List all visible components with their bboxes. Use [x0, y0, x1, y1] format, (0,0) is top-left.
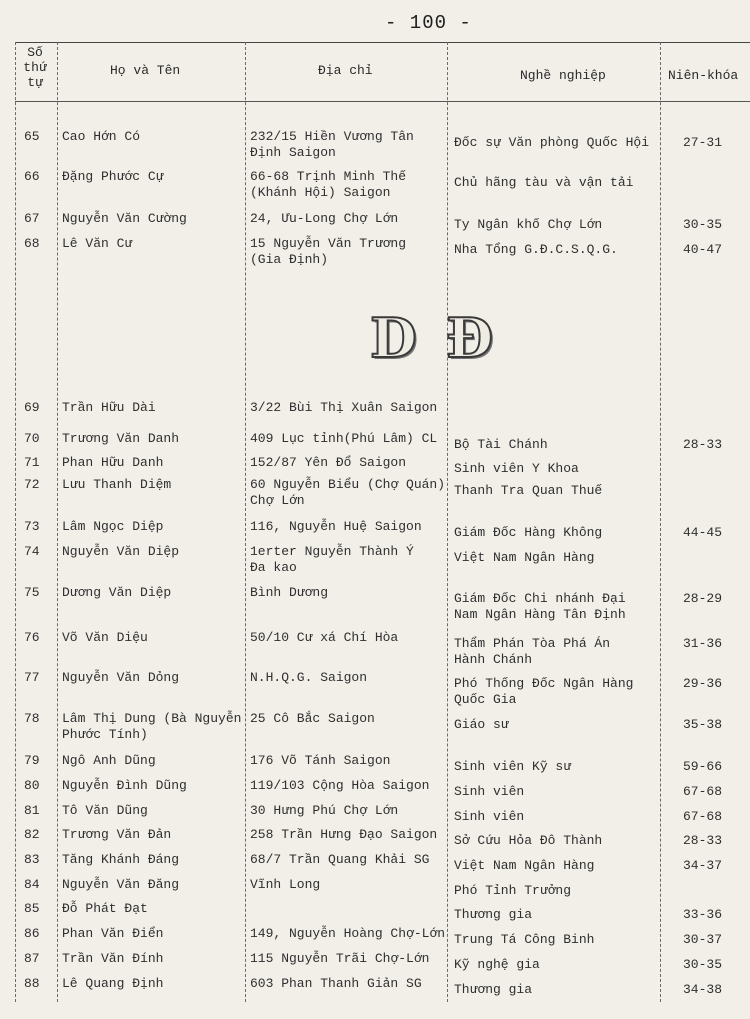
- member-name: Lê Quang Định: [62, 976, 164, 991]
- member-address: (Gia Định): [250, 252, 329, 267]
- section-letter-d: D: [370, 306, 417, 370]
- member-address: 25 Cô Bắc Saigon: [250, 711, 375, 726]
- header-address: Địa chỉ: [318, 63, 373, 78]
- header-occupation: Nghề nghiệp: [520, 68, 606, 83]
- member-years: 28-29: [683, 591, 723, 606]
- row-number: 79: [24, 753, 40, 768]
- member-occupation: Việt Nam Ngân Hàng: [454, 858, 595, 873]
- member-address: Định Saigon: [250, 145, 336, 160]
- member-years: 59-66: [683, 759, 723, 774]
- member-address: 60 Nguyễn Biểu (Chợ Quán): [250, 477, 446, 492]
- header-number-line: tự: [27, 75, 43, 90]
- member-name: Trần Hữu Dài: [62, 400, 156, 415]
- member-name: Lâm Ngọc Diệp: [62, 519, 164, 534]
- member-occupation: Kỹ nghệ gia: [454, 957, 540, 972]
- row-number: 86: [24, 926, 40, 941]
- member-years: 40-47: [683, 242, 723, 257]
- member-name: Đỗ Phát Đạt: [62, 901, 148, 916]
- member-address: 50/10 Cư xá Chí Hòa: [250, 630, 399, 645]
- member-years: 31-36: [683, 636, 723, 651]
- column-divider: [57, 42, 58, 1002]
- member-occupation: Thanh Tra Quan Thuế: [454, 483, 603, 498]
- row-number: 78: [24, 711, 40, 726]
- member-occupation: Sinh viên Kỹ sư: [454, 759, 572, 774]
- row-number: 68: [24, 236, 40, 251]
- member-name: Nguyễn Văn Diệp: [62, 544, 180, 559]
- row-number: 85: [24, 901, 40, 916]
- section-letter-dd: Đ: [446, 306, 494, 370]
- member-name: Phan Văn Điển: [62, 926, 164, 941]
- member-name: Phước Tính): [62, 727, 148, 742]
- member-address: Bình Dương: [250, 585, 329, 600]
- member-name: Đặng Phước Cự: [62, 169, 164, 184]
- row-number: 87: [24, 951, 40, 966]
- row-number: 73: [24, 519, 40, 534]
- member-occupation: Sinh viên: [454, 784, 525, 799]
- member-occupation: Thương gia: [454, 982, 533, 997]
- header-name: Họ và Tên: [110, 63, 181, 78]
- member-address: 116, Nguyễn Huệ Saigon: [250, 519, 422, 534]
- member-address: 232/15 Hiền Vương Tân: [250, 129, 414, 144]
- member-address: 1erter Nguyễn Thành Ý: [250, 544, 414, 559]
- row-number: 71: [24, 455, 40, 470]
- table-top-rule: [15, 42, 750, 43]
- member-name: Võ Văn Diệu: [62, 630, 148, 645]
- member-address: 66-68 Trịnh Minh Thế: [250, 169, 407, 184]
- row-number: 88: [24, 976, 40, 991]
- member-address: 603 Phan Thanh Giản SG: [250, 976, 422, 991]
- member-occupation: Sở Cứu Hỏa Đô Thành: [454, 833, 603, 848]
- member-years: 27-31: [683, 135, 723, 150]
- member-occupation: Giám Đốc Chi nhánh Đại: [454, 591, 626, 606]
- member-address: 152/87 Yên Đổ Saigon: [250, 455, 407, 470]
- member-years: 67-68: [683, 784, 723, 799]
- member-occupation: Sinh viên: [454, 809, 525, 824]
- header-number-line: thứ: [23, 60, 47, 75]
- header-number-line: Số: [27, 45, 43, 60]
- member-years: 67-68: [683, 809, 723, 824]
- member-address: 119/103 Cộng Hòa Saigon: [250, 778, 430, 793]
- member-address: 115 Nguyễn Trãi Chợ-Lớn: [250, 951, 430, 966]
- member-occupation: Sinh viên Y Khoa: [454, 461, 579, 476]
- member-occupation: Chủ hãng tàu và vận tải: [454, 175, 634, 190]
- member-name: Phan Hữu Danh: [62, 455, 164, 470]
- header-number: [22, 45, 48, 90]
- member-address: (Khánh Hội) Saigon: [250, 185, 391, 200]
- member-name: Lưu Thanh Diệm: [62, 477, 172, 492]
- member-occupation: Việt Nam Ngân Hàng: [454, 550, 595, 565]
- member-name: Nguyễn Văn Đăng: [62, 877, 180, 892]
- row-number: 77: [24, 670, 40, 685]
- member-name: Lâm Thị Dung (Bà Nguyễn: [62, 711, 242, 726]
- member-years: 30-35: [683, 217, 723, 232]
- member-occupation: Bộ Tài Chánh: [454, 437, 548, 452]
- member-address: 409 Lục tỉnh(Phú Lâm) CL: [250, 431, 438, 446]
- member-occupation: Giáo sư: [454, 717, 509, 732]
- row-number: 69: [24, 400, 40, 415]
- row-number: 76: [24, 630, 40, 645]
- member-years: 30-37: [683, 932, 723, 947]
- member-occupation: Đốc sự Văn phòng Quốc Hội: [454, 135, 650, 150]
- column-divider: [660, 42, 661, 1002]
- member-address: Chợ Lớn: [250, 493, 305, 508]
- row-number: 84: [24, 877, 40, 892]
- member-address: 68/7 Trần Quang Khải SG: [250, 852, 430, 867]
- row-number: 74: [24, 544, 40, 559]
- row-number: 72: [24, 477, 40, 492]
- page-number: - 100 -: [385, 12, 472, 34]
- member-address: 24, Ưu-Long Chợ Lớn: [250, 211, 399, 226]
- member-years: 34-37: [683, 858, 723, 873]
- member-name: Tăng Khánh Đáng: [62, 852, 180, 867]
- member-name: Nguyễn Văn Cường: [62, 211, 187, 226]
- column-divider: [447, 42, 448, 1002]
- member-occupation: Thẩm Phán Tòa Phá Án: [454, 636, 611, 651]
- member-address: 3/22 Bùi Thị Xuân Saigon: [250, 400, 438, 415]
- row-number: 83: [24, 852, 40, 867]
- member-occupation: Giám Đốc Hàng Không: [454, 525, 603, 540]
- member-name: Dương Văn Diệp: [62, 585, 172, 600]
- member-address: N.H.Q.G. Saigon: [250, 670, 368, 685]
- member-occupation: Quốc Gia: [454, 692, 517, 707]
- member-address: Đa kao: [250, 560, 297, 575]
- row-number: 66: [24, 169, 40, 184]
- member-address: Vĩnh Long: [250, 877, 321, 892]
- row-number: 70: [24, 431, 40, 446]
- member-name: Nguyễn Văn Dỏng: [62, 670, 180, 685]
- member-occupation: Nam Ngân Hàng Tân Định: [454, 607, 626, 622]
- member-years: 29-36: [683, 676, 723, 691]
- member-occupation: Phó Thống Đốc Ngân Hàng: [454, 676, 634, 691]
- column-divider: [15, 42, 16, 1002]
- table-header-rule: [15, 101, 750, 102]
- column-divider: [245, 42, 246, 1002]
- member-years: 44-45: [683, 525, 723, 540]
- member-address: 15 Nguyễn Văn Trương: [250, 236, 407, 251]
- member-occupation: Nha Tổng G.Đ.C.S.Q.G.: [454, 242, 618, 257]
- member-address: 176 Võ Tánh Saigon: [250, 753, 391, 768]
- member-occupation: Trung Tá Công Binh: [454, 932, 595, 947]
- member-name: Lê Văn Cư: [62, 236, 133, 251]
- member-name: Tô Văn Dũng: [62, 803, 148, 818]
- row-number: 82: [24, 827, 40, 842]
- member-years: 34-38: [683, 982, 723, 997]
- row-number: 67: [24, 211, 40, 226]
- member-years: 33-36: [683, 907, 723, 922]
- row-number: 75: [24, 585, 40, 600]
- row-number: 81: [24, 803, 40, 818]
- member-name: Trương Văn Đản: [62, 827, 172, 842]
- member-occupation: Hành Chánh: [454, 652, 533, 667]
- row-number: 65: [24, 129, 40, 144]
- member-name: Nguyễn Đình Dũng: [62, 778, 187, 793]
- member-years: 30-35: [683, 957, 723, 972]
- member-name: Trương Văn Danh: [62, 431, 180, 446]
- member-name: Trần Văn Đính: [62, 951, 164, 966]
- member-address: 258 Trần Hưng Đạo Saigon: [250, 827, 438, 842]
- member-name: Cao Hớn Có: [62, 129, 141, 144]
- member-occupation: Thương gia: [454, 907, 533, 922]
- member-years: 35-38: [683, 717, 723, 732]
- member-years: 28-33: [683, 437, 723, 452]
- member-address: 30 Hưng Phú Chợ Lớn: [250, 803, 399, 818]
- member-address: 149, Nguyễn Hoàng Chợ-Lớn: [250, 926, 446, 941]
- row-number: 80: [24, 778, 40, 793]
- header-years: Niên-khóa: [668, 68, 739, 83]
- member-occupation: Phó Tỉnh Trưởng: [454, 883, 572, 898]
- member-years: 28-33: [683, 833, 723, 848]
- member-name: Ngô Anh Dũng: [62, 753, 156, 768]
- member-occupation: Ty Ngân khố Chợ Lớn: [454, 217, 603, 232]
